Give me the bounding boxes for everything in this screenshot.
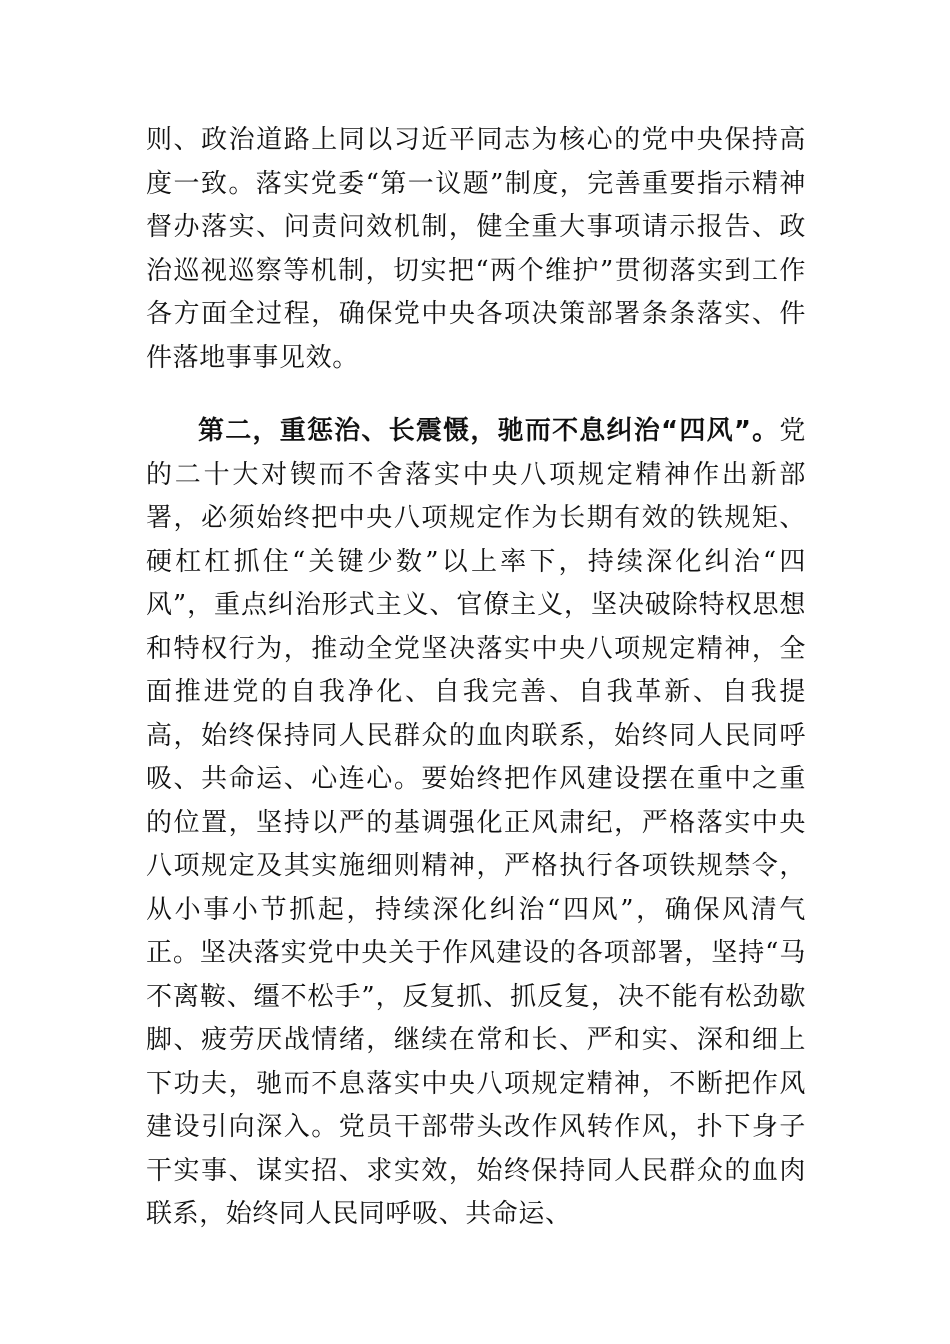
paragraph-text: 则、政治道路上同以习近平同志为核心的党中央保持高度一致。落实党委“第一议题”制度，完善重要指示精神督办落实、问责问效机制，健全重大事项请示报告、政治巡视巡察等机制，切实把“两个维护”贯彻落实到工作各方面全过程，确保党中央各项决策部署条条落实、件件落地事事见效。 (146, 125, 806, 373)
paragraph-continuation (146, 119, 806, 380)
paragraph-heading: 第二，重惩治、长震慑，驰而不息纠治“四风”。 (198, 416, 780, 446)
paragraph-section-two (146, 410, 806, 1237)
paragraph-text: 党的二十大对锲而不舍落实中央八项规定精神作出新部署，必须始终把中央八项规定作为长期有效的铁规矩、硬杠杠抓住“关键少数”以上率下，持续深化纠治“四风”，重点纠治形式主义、官僚主义，坚决破除特权思想和特权行为，推动全党坚决落实中央八项规定精神，全面推进党的自我净化、自我完善、自我革新、自我提高，始终保持同人民群众的血肉联系，始终同人民同呼吸、共命运、心连心。要始终把作风建设摆在重中之重的位置，坚持以严的基调强化正风肃纪，严格落实中央八项规定及其实施细则精神，严格执行各项铁规禁令，从小事小节抓起，持续深化纠治“四风”，确保风清气正。坚决落实党中央关于作风建设的各项部署，坚持“马不离鞍、缰不松手”，反复抓、抓反复，决不能有松劲歇脚、疲劳厌战情绪，继续在常和长、严和实、深和细上下功夫，驰而不息落实中央八项规定精神，不断把作风建设引向深入。党员干部带头改作风转作风，扑下身子干实事、谋实招、求实效，始终保持同人民群众的血肉联系，始终同人民同呼吸、共命运、 (146, 416, 806, 1229)
